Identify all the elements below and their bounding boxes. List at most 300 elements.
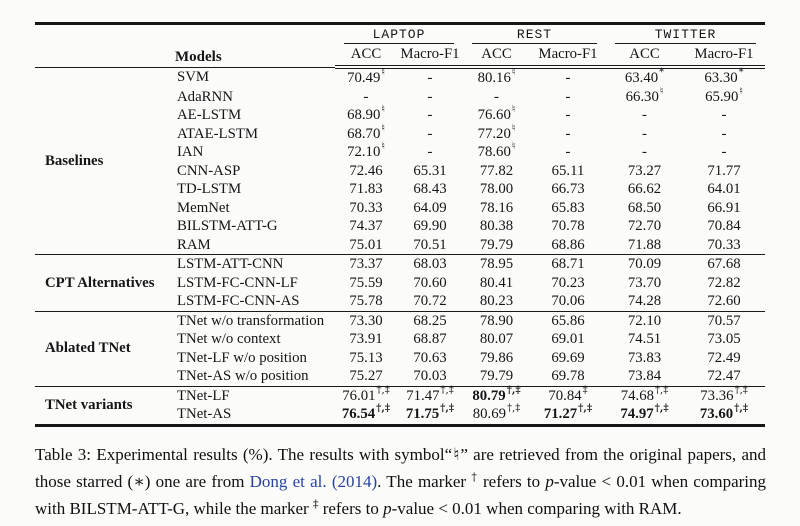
metric-marker: ♮ (659, 85, 664, 97)
metric-cell (530, 125, 606, 144)
metric-cell (397, 180, 463, 199)
metric-cell (683, 292, 765, 311)
metric-value: 74.97 (620, 406, 654, 422)
model-name-cell: ATAE-LSTM (177, 125, 259, 142)
metric-marker: * (738, 67, 744, 79)
header-group-row (35, 24, 765, 45)
metric-cell (606, 162, 683, 181)
metric-value: - (565, 125, 571, 142)
metric-cell (335, 349, 397, 368)
metric-cell (463, 88, 530, 107)
metric-value: 66.30 (625, 88, 659, 105)
metric-value: 72.49 (707, 349, 741, 366)
metric-marker: †,‡ (376, 403, 391, 415)
metric-marker: †,‡ (506, 384, 521, 396)
metric-cell (397, 199, 463, 218)
metric-cell (606, 199, 683, 218)
metric-value: 72.60 (707, 293, 741, 309)
metric-value: - (494, 88, 499, 105)
metric-cell (335, 106, 397, 125)
metric-value: - (721, 144, 727, 160)
caption-text: . The marker (377, 471, 472, 491)
caption-italic: p (383, 498, 392, 518)
metric-value: 71.83 (349, 181, 383, 197)
results-table (35, 22, 765, 427)
citation-link[interactable]: Dong et al. (2014) (249, 471, 378, 491)
metric-value: 73.84 (627, 368, 662, 384)
metric-value: 72.46 (349, 162, 383, 179)
metric-value: 80.23 (479, 293, 514, 309)
metric-value: 73.91 (349, 331, 383, 347)
model-name-cell: TD-LSTM (177, 181, 242, 197)
metric-cell (335, 292, 397, 311)
metric-marker: †,‡ (578, 403, 593, 415)
metric-value: - (565, 70, 571, 86)
metric-value: 80.41 (479, 274, 514, 291)
metric-value: 75.13 (349, 349, 383, 366)
metric-value: 70.06 (551, 293, 585, 309)
model-name-cell: TNet-AS w/o position (177, 368, 309, 384)
metric-value: 75.01 (349, 236, 383, 253)
metric-cell (683, 67, 765, 88)
metric-cell (530, 67, 606, 88)
metric-cell (463, 180, 530, 199)
dataset-header-twitter (606, 24, 765, 45)
metric-cell (335, 67, 397, 88)
metric-cell (606, 125, 683, 144)
metric-value: 73.70 (627, 274, 662, 291)
metric-cell (463, 405, 530, 425)
metric-cell (683, 199, 765, 218)
metric-cell (683, 405, 765, 425)
metric-value: - (427, 125, 433, 142)
metric-cell (530, 162, 606, 181)
metric-value: 71.88 (627, 236, 662, 253)
metric-value: 69.01 (551, 331, 585, 347)
group-label-cell: Ablated TNet (35, 311, 175, 386)
caption-text: Table 3: Experimental results (%). The results with symbol“♮” are retrieved from the original papers, and those starred (∗) one are from (35, 444, 766, 491)
metric-cell (683, 367, 765, 386)
caption-text: -value < 0.01 when comparing with RAM. (391, 498, 682, 518)
metric-value: 73.05 (707, 331, 741, 347)
metric-marker: ♮ (381, 67, 385, 79)
metric-value: 80.79 (472, 387, 506, 404)
metric-cell (683, 162, 765, 181)
metric-cell (683, 386, 765, 405)
metric-value: - (642, 107, 647, 123)
metric-value: 65.83 (551, 199, 585, 216)
metric-value: 70.57 (707, 312, 741, 329)
metric-value: 63.30 (704, 70, 738, 86)
metric-cell (335, 236, 397, 255)
metric-value: 68.50 (627, 199, 662, 216)
table-body (35, 67, 765, 425)
group-label-cell: CPT Alternatives (35, 255, 175, 312)
table-row (35, 67, 765, 88)
metric-value: 77.20 (477, 125, 511, 142)
metric-cell (397, 274, 463, 293)
model-name-cell: MemNet (177, 199, 230, 216)
metric-value: 71.27 (543, 406, 578, 422)
metric-cell (530, 143, 606, 162)
metric-value: 67.68 (707, 256, 741, 272)
caption-marker: ‡ (312, 496, 319, 510)
metric-value: 69.78 (551, 368, 585, 384)
metric-marker: ♮ (381, 122, 385, 134)
metric-value: - (565, 107, 571, 123)
metric-cell (530, 274, 606, 293)
metric-value: - (427, 144, 433, 160)
metric-value: 72.10 (627, 312, 662, 329)
model-name-cell: LSTM-ATT-CNN (175, 255, 335, 274)
metric-header: ACC (335, 44, 397, 67)
metric-marker: ♮ (511, 67, 516, 79)
metric-marker: ♮ (739, 85, 743, 97)
metric-value: 75.59 (349, 274, 383, 291)
metric-cell (397, 255, 463, 274)
metric-cell (397, 125, 463, 144)
metric-value: 63.40 (624, 70, 659, 86)
metric-value: 66.91 (707, 199, 741, 216)
metric-value: 65.11 (551, 162, 585, 179)
metric-value: 75.27 (349, 368, 383, 384)
metric-cell (397, 217, 463, 236)
metric-cell (683, 125, 765, 144)
metric-cell (335, 405, 397, 425)
metric-value: 76.60 (477, 107, 511, 123)
metric-cell (683, 106, 765, 125)
metric-cell (530, 386, 606, 405)
metric-value: 72.70 (627, 218, 662, 234)
metric-value: 74.28 (627, 293, 662, 309)
metric-cell (606, 217, 683, 236)
metric-value: 70.23 (551, 274, 585, 291)
caption-text: refers to (477, 471, 546, 491)
metric-cell (530, 88, 606, 107)
models-header: Models (175, 49, 222, 65)
metric-value: 68.87 (413, 331, 447, 347)
metric-cell (530, 255, 606, 274)
metric-value: 68.71 (551, 256, 585, 272)
metric-cell (530, 199, 606, 218)
metric-value: 70.33 (349, 199, 383, 216)
metric-value: 68.90 (347, 107, 381, 123)
model-name-cell: LSTM-FC-CNN-LF (177, 274, 298, 291)
metric-marker: ♮ (511, 122, 516, 134)
model-name-cell: RAM (177, 236, 211, 253)
metric-value: 79.79 (479, 368, 514, 384)
metric-cell (397, 143, 463, 162)
metric-cell (397, 67, 463, 88)
metric-cell (463, 311, 530, 330)
dataset-header-rest (463, 24, 606, 45)
metric-header: ACC (463, 44, 530, 67)
caption-text: refers to (318, 498, 384, 518)
metric-cell (397, 367, 463, 386)
metric-value: 70.84 (548, 387, 582, 404)
metric-cell (606, 292, 683, 311)
metric-header: ACC (606, 44, 683, 67)
metric-value: 70.09 (627, 256, 662, 272)
metric-value: 68.70 (347, 125, 381, 142)
metric-value: - (642, 144, 647, 160)
metric-cell (463, 330, 530, 349)
metric-value: - (427, 107, 433, 123)
metric-value: 72.47 (707, 368, 741, 384)
metric-value: 69.69 (551, 349, 585, 366)
metric-value: 71.75 (405, 406, 440, 422)
metric-marker: †,‡ (655, 384, 669, 396)
metric-value: 64.01 (707, 181, 741, 197)
metric-cell (606, 180, 683, 199)
metric-cell (463, 67, 530, 88)
metric-cell (397, 106, 463, 125)
metric-cell (530, 330, 606, 349)
metric-value: 70.78 (551, 218, 585, 234)
metric-value: 74.68 (620, 387, 655, 404)
model-name-cell: TNet-AS (177, 406, 232, 422)
metric-value: 73.36 (700, 387, 734, 404)
model-name-cell: LSTM-FC-CNN-AS (177, 293, 300, 309)
metric-cell (606, 143, 683, 162)
metric-cell (606, 236, 683, 255)
table-row (35, 255, 765, 274)
metric-cell (335, 122, 397, 144)
metric-cell (463, 162, 530, 181)
model-name-cell: TNet w/o transformation (175, 311, 335, 330)
metric-cell (683, 180, 765, 199)
metric-cell (606, 106, 683, 125)
metric-header: Macro-F1 (683, 44, 765, 67)
metric-marker: †,‡ (734, 403, 749, 415)
metric-cell (397, 88, 463, 107)
metric-value: 78.90 (479, 312, 514, 329)
metric-value: 78.95 (479, 256, 514, 272)
metric-marker: ♮ (511, 104, 516, 116)
metric-cell (335, 88, 397, 107)
metric-value: 79.86 (479, 349, 514, 366)
metric-marker: †,‡ (440, 384, 454, 396)
group-label-cell: TNet variants (35, 386, 175, 425)
dataset-header-label: LAPTOP (344, 27, 454, 44)
metric-cell (606, 386, 683, 405)
metric-value: - (363, 88, 369, 105)
metric-value: - (427, 88, 433, 105)
metric-value: 80.38 (479, 218, 514, 234)
metric-value: 76.01 (342, 387, 376, 404)
metric-marker: * (659, 67, 665, 79)
metric-cell (530, 236, 606, 255)
metric-cell (335, 162, 397, 181)
metric-cell (397, 311, 463, 330)
metric-marker: †,‡ (376, 384, 390, 396)
metric-cell (463, 367, 530, 386)
metric-value: 69.90 (413, 218, 447, 234)
table-row (35, 311, 765, 330)
dataset-header-label: REST (472, 27, 597, 44)
caption-text: -value < 0.01 when comparing with BILSTM-ATT-G, while the marker (35, 471, 767, 518)
metric-cell (397, 162, 463, 181)
metric-cell (606, 274, 683, 293)
metric-cell (463, 255, 530, 274)
metric-value: 70.03 (413, 368, 447, 384)
metric-value: - (565, 144, 571, 160)
metric-cell (335, 367, 397, 386)
metric-cell (606, 330, 683, 349)
metric-value: 68.25 (413, 312, 447, 329)
metric-header: Macro-F1 (397, 44, 463, 67)
metric-value: 65.90 (705, 88, 739, 105)
metric-value: 80.16 (477, 70, 511, 86)
corner-cell (35, 24, 175, 68)
metric-cell (530, 349, 606, 368)
metric-marker: ‡ (582, 384, 588, 396)
metric-value: 71.47 (406, 387, 440, 404)
metric-marker: ♮ (381, 104, 385, 116)
metric-value: 73.37 (349, 256, 383, 272)
metric-value: 73.30 (349, 312, 383, 329)
metric-value: 65.31 (413, 162, 447, 179)
metric-cell (463, 106, 530, 125)
dataset-header-laptop (335, 24, 463, 45)
metric-cell (463, 143, 530, 162)
model-name-cell: SVM (175, 67, 335, 88)
metric-cell (463, 217, 530, 236)
metric-value: 80.69 (472, 406, 507, 422)
metric-cell (530, 311, 606, 330)
metric-value: 78.00 (479, 181, 514, 197)
metric-cell (463, 236, 530, 255)
metric-cell (397, 405, 463, 425)
metric-value: 68.43 (413, 181, 447, 197)
metric-cell (463, 292, 530, 311)
metric-value: 68.03 (413, 256, 447, 272)
metric-cell (530, 405, 606, 425)
metric-value: 70.72 (413, 293, 447, 309)
metric-cell (335, 180, 397, 199)
metric-value: 66.73 (551, 181, 585, 197)
metric-value: 65.86 (551, 312, 585, 329)
metric-value: 73.83 (627, 349, 662, 366)
metric-cell (606, 349, 683, 368)
metric-cell (683, 217, 765, 236)
metric-value: - (721, 125, 727, 142)
model-name-cell: TNet w/o context (177, 331, 281, 347)
metric-value: 70.51 (413, 236, 447, 253)
metric-cell (335, 143, 397, 162)
metric-value: 70.63 (413, 349, 447, 366)
metric-value: 78.60 (477, 144, 511, 160)
metric-value: 70.84 (707, 218, 741, 234)
model-name-cell: IAN (177, 144, 204, 160)
metric-cell (335, 274, 397, 293)
metric-cell (335, 255, 397, 274)
model-name-cell: TNet-LF (175, 386, 335, 405)
model-name-cell: BILSTM-ATT-G (177, 218, 278, 234)
metric-cell (683, 349, 765, 368)
model-name-cell: TNet-LF w/o position (177, 349, 307, 366)
metric-cell (530, 367, 606, 386)
metric-value: - (721, 107, 727, 123)
metric-cell (683, 143, 765, 162)
metric-value: 74.37 (349, 218, 383, 234)
group-label-cell: Baselines (35, 67, 175, 255)
table-header (35, 24, 765, 68)
metric-value: 75.78 (349, 293, 383, 309)
metric-value: 68.86 (551, 236, 585, 253)
metric-cell (683, 330, 765, 349)
metric-cell (683, 85, 765, 107)
metric-marker: †,‡ (654, 403, 669, 415)
metric-cell (606, 405, 683, 425)
metric-header: Macro-F1 (530, 44, 606, 67)
caption-italic: p (545, 471, 554, 491)
metric-cell (335, 217, 397, 236)
metric-value: 66.62 (627, 181, 662, 197)
table-caption (35, 441, 766, 522)
metric-cell (606, 85, 683, 107)
metric-value: 72.10 (347, 144, 381, 160)
model-name-cell: AE-LSTM (177, 107, 242, 123)
metric-cell (606, 255, 683, 274)
metric-value: 74.51 (627, 331, 662, 347)
metric-cell (606, 67, 683, 88)
metric-cell (683, 311, 765, 330)
metric-marker: †,‡ (440, 403, 455, 415)
metric-cell (606, 367, 683, 386)
metric-value: 73.27 (627, 162, 662, 179)
metric-cell (463, 349, 530, 368)
metric-value: - (565, 88, 571, 105)
metric-cell (397, 292, 463, 311)
metric-value: 79.79 (479, 236, 514, 253)
metric-cell (530, 180, 606, 199)
metric-cell (683, 274, 765, 293)
metric-cell (335, 311, 397, 330)
dataset-header-label: TWITTER (615, 27, 756, 44)
metric-value: 70.33 (707, 236, 741, 253)
metric-value: 70.49 (347, 70, 381, 86)
metric-cell (397, 236, 463, 255)
metric-value: 78.16 (479, 199, 514, 216)
metric-cell (530, 292, 606, 311)
metric-cell (683, 236, 765, 255)
metric-cell (530, 217, 606, 236)
metric-value: 64.09 (413, 199, 447, 216)
caption-marker: † (471, 469, 478, 483)
metric-value: 72.82 (707, 274, 741, 291)
metric-cell (335, 330, 397, 349)
metric-marker: †,‡ (734, 384, 748, 396)
metric-cell (397, 349, 463, 368)
metric-marker: †,‡ (507, 403, 521, 415)
metric-value: - (642, 125, 647, 142)
metric-value: 76.54 (341, 406, 376, 422)
metric-value: 70.60 (413, 274, 447, 291)
metric-marker: ♮ (511, 141, 516, 153)
metric-value: 77.82 (479, 162, 514, 179)
metric-value: - (427, 70, 433, 86)
metric-value: 73.60 (699, 406, 734, 422)
metric-value: 80.07 (479, 331, 514, 347)
metric-cell (683, 255, 765, 274)
metric-cell (606, 311, 683, 330)
metric-cell (335, 199, 397, 218)
metric-cell (463, 122, 530, 144)
metric-cell (463, 274, 530, 293)
metric-marker: ♮ (381, 141, 385, 153)
model-name-cell: CNN-ASP (177, 162, 241, 179)
